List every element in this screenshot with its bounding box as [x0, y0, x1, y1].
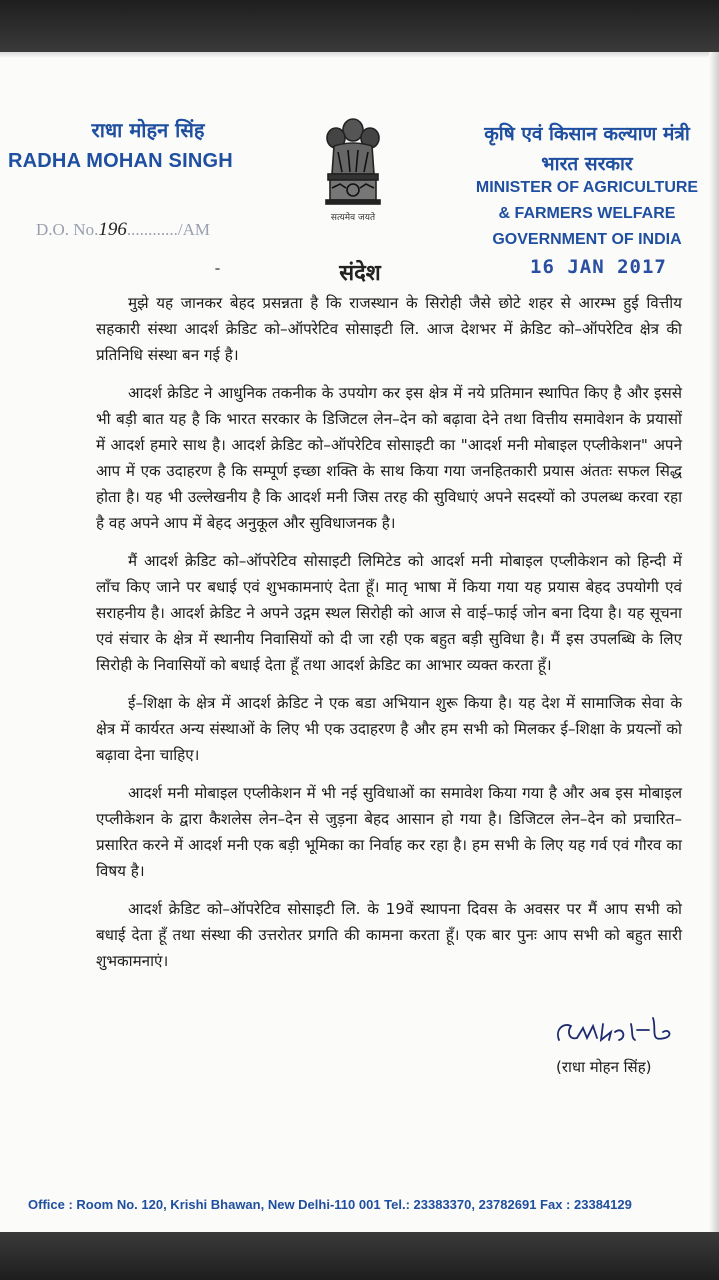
letter-title: संदेश [339, 261, 381, 286]
national-emblem-icon [318, 112, 388, 222]
government-hindi: भारत सरकार [541, 153, 633, 175]
ministry-title-hindi: कृषि एवं किसान कल्याण मंत्री [484, 123, 690, 145]
paragraph-5: आदर्श मनी मोबाइल एप्लीकेशन में भी नई सुविधाओं का समावेश किया गया है और अब इस मोबाइल एप्लीकेशन के द्वारा कैशलेस लेन–देन से जुड़ना बेहद आसान हो गया है। डिजिटल लेन–देन को प्रचारित–प्रसारित करने में आदर्श मनी एक बड़ी भूमिका का निर्वाह कर रहा है। हम सभी के लिए यह गर्व एवं गौरव का विषय है। [96, 784, 682, 880]
handwritten-signature-icon [553, 1010, 693, 1054]
signer-name: (राधा मोहन सिंह) [556, 1058, 652, 1076]
do-number-line [36, 219, 210, 241]
paragraph-2: आदर्श क्रेडिट ने आधुनिक तकनीक के उपयोग कर इस क्षेत्र में नये प्रतिमान स्थापित किए है और इससे भी बड़ी बात यह है कि भारत सरकार के डिजिटल लेन–देन को बढ़ावा देने तथा वित्तीय समावेशन के प्रयासों में आदर्श हमारे साथ है। आदर्श क्रेडिट को–ऑपरेटिव सोसाइटी का "आदर्श मनी मोबाइल एप्लीकेशन" अपने आप में एक उदाहरण है कि सम्पूर्ण इच्छा शक्ति के साथ किया गया जनहितकारी प्रयास अंततः सफल सिद्ध होता है। यह भी उल्लेखनीय है कि आदर्श मनी जिस तरह की सुविधाएं अपने सदस्यों को उपलब्ध करवा रहा है वह अपने आप में बेहद अनुकूल और सुविधाजनक है। [96, 384, 682, 532]
date-stamp: 16 JAN 2017 [530, 256, 667, 278]
do-suffix: ............/AM [126, 220, 210, 239]
office-address-footer: Office : Room No. 120, Krishi Bhawan, New Delhi-110 001 Tel.: 23383370, 23782691 Fax : 23384129 [28, 1197, 632, 1212]
ministry-title-english-line1: MINISTER OF AGRICULTURE [475, 179, 699, 196]
top-dark-bar [0, 0, 719, 52]
letter-body [96, 290, 682, 986]
paragraph-4: ई–शिक्षा के क्षेत्र में आदर्श क्रेडिट ने एक बडा अभियान शुरू किया है। यह देश में सामाजिक सेवा के क्षेत्र में कार्यरत अन्य संस्थाओं के लिए भी एक उदाहरण है और हम सभी को मिलकर ई–शिक्षा के प्रयत्नों को बढ़ावा देना चाहिए। [96, 694, 682, 764]
bottom-dark-bar [0, 1232, 719, 1280]
sender-name-english: RADHA MOHAN SINGH [8, 150, 233, 172]
do-number: 196 [98, 219, 127, 240]
paper-speck [215, 268, 220, 270]
do-prefix: D.O. No. [36, 220, 99, 239]
paragraph-3: मैं आदर्श क्रेडिट को–ऑपरेटिव सोसाइटी लिमिटेड को आदर्श मनी मोबाइल एप्लीकेशन को हिन्दी में लॉंच किए जाने पर बधाई एवं शुभकामनाएं देता हूँ। मातृ भाषा में किया गया यह प्रयास बेहद उपयोगी एवं सराहनीय है। आदर्श क्रेडिट ने अपने उद्गम स्थल सिरोही को आज से वाई–फाई जोन बना दिया है। यह सूचना एवं संचार के क्षेत्र में स्थानीय निवासियों को दी जा रही एक बहुत बड़ी सुविधा है। मैं इस उपलब्धि के लिए सिरोही के निवासियों को बधाई देता हूँ तथा आदर्श क्रेडिट का आभार व्यक्त करता हूँ। [96, 552, 682, 674]
government-english: GOVERNMENT OF INDIA [492, 231, 682, 248]
paragraph-6: आदर्श क्रेडिट को–ऑपरेटिव सोसाइटी लि. के 19वें स्थापना दिवस के अवसर पर मैं आप सभी को बधाई देता हूँ तथा संस्था की उत्तरोतर प्रगति की कामना करता हूँ। एक बार पुनः आप सभी को बहुत सारी शुभकामनाएं। [96, 900, 682, 970]
sender-name-hindi: राधा मोहन सिंह [91, 118, 205, 142]
letter-page [0, 52, 719, 1232]
paragraph-1: मुझे यह जानकर बेहद प्रसन्नता है कि राजस्थान के सिरोही जैसे छोटे शहर से आरम्भ हुई वित्तीय सहकारी संस्था आदर्श क्रेडिट को–ऑपरेटिव सोसाइटी लि. आज देशभर में क्रेडिट को–ऑपरेटिव क्षेत्र की प्रतिनिधि संस्था बन गई है। [96, 294, 682, 364]
emblem-motto: सत्यमेव जयते [330, 213, 376, 223]
ministry-title-english-line2: & FARMERS WELFARE [498, 205, 676, 222]
